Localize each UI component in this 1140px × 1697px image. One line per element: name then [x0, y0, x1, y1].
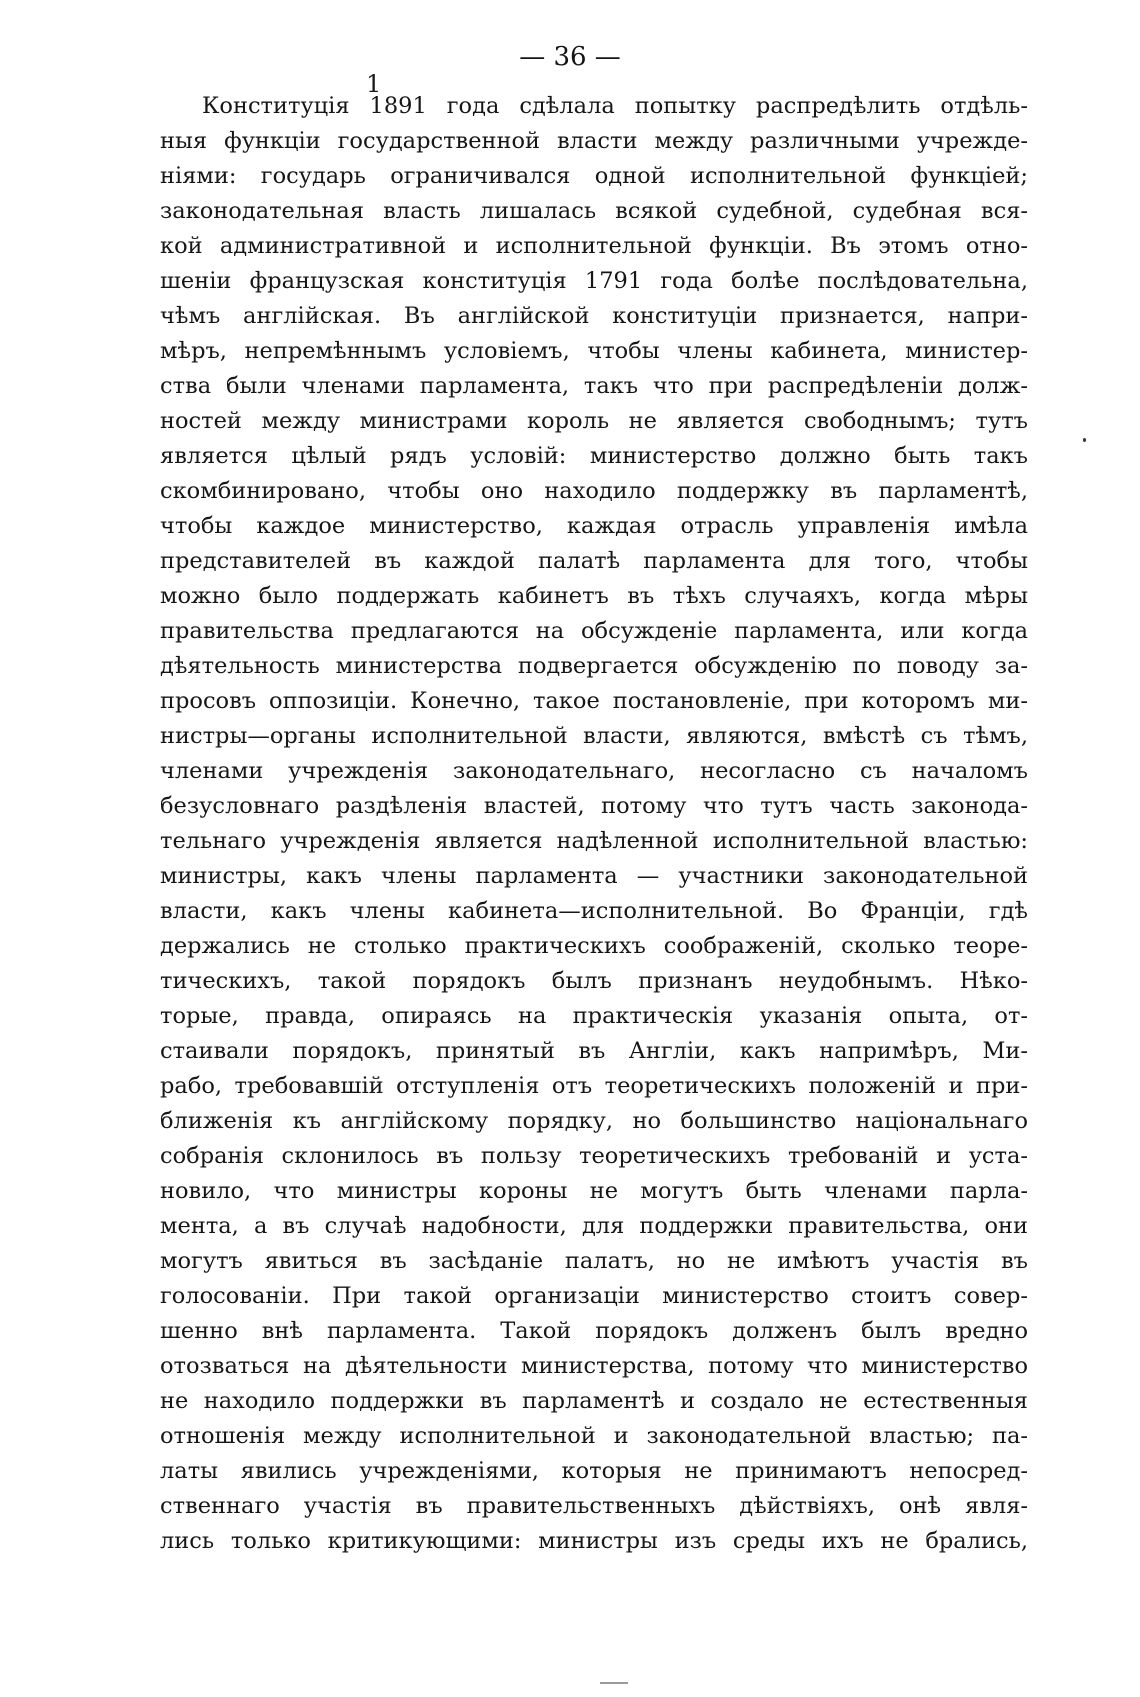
text-line: нистры—органы исполнительной власти, являются, вмѣстѣ съ тѣмъ, [160, 723, 1028, 749]
text-line: чтобы каждое министерство, каждая отрасль управленія имѣла [160, 513, 1028, 539]
text-line: кой административной и исполнительной функціи. Въ этомъ отно- [160, 233, 1028, 259]
text-line: голосованіи. При такой организаціи министерство стоитъ совер- [160, 1283, 1028, 1309]
text-line: законодательная власть лишалась всякой судебной, судебная вся- [160, 198, 1028, 224]
text-line: тельнаго учрежденія является надѣленной исполнительной властью: [160, 828, 1028, 854]
text-line: лись только критикующими: министры изъ среды ихъ не брались, [160, 1528, 1028, 1554]
text-line: ства были членами парламента, такъ что при распредѣленіи долж- [160, 373, 1028, 399]
text-line: ближенія къ англійскому порядку, но большинство національнаго [160, 1108, 1028, 1134]
text-line: рабо, требовавшій отступленія отъ теоретическихъ положеній и при- [160, 1073, 1028, 1099]
text-line: является цѣлый рядъ условій: министерство должно быть такъ [160, 443, 1028, 469]
text-line: мента, а въ случаѣ надобности, для поддержки правительства, они [160, 1213, 1028, 1239]
text-line: торые, правда, опираясь на практическія указанія опыта, от- [160, 1003, 1028, 1029]
text-line: безусловнаго раздѣленія властей, потому что тутъ часть законода- [160, 793, 1028, 819]
print-speck [1083, 438, 1086, 442]
text-line: отозваться на дѣятельности министерства, потому что министерство [160, 1353, 1028, 1379]
text-line: дѣятельность министерства подвергается обсужденію по поводу за- [160, 653, 1028, 679]
text-line: собранія склонилось въ пользу теоретическихъ требованій и уста- [160, 1143, 1028, 1169]
text-line: ныя функціи государственной власти между различными учрежде- [160, 128, 1028, 154]
text-line: стаивали порядокъ, принятый въ Англіи, какъ напримѣръ, Ми- [160, 1038, 1028, 1064]
text-line: просовъ оппозиціи. Конечно, такое постановленіе, при которомъ ми- [160, 688, 1028, 714]
text-line: ственнаго участія въ правительственныхъ дѣйствіяхъ, онѣ явля- [160, 1493, 1028, 1519]
text-line: власти, какъ члены кабинета—исполнительной. Во Франціи, гдѣ [160, 898, 1028, 924]
text-line: не находило поддержки въ парламентѣ и создало не естественныя [160, 1388, 1028, 1414]
text-line: министры, какъ члены парламента — участники законодательной [160, 863, 1028, 889]
text-line: членами учрежденія законодательнаго, несогласно съ началомъ [160, 758, 1028, 784]
text-line: Конституція 1891 года сдѣлала попытку распредѣлить отдѣль- [202, 93, 1028, 119]
margin-mark: 1 [366, 70, 382, 98]
page-number: — 36 — [519, 42, 621, 72]
text-line: чѣмъ англійская. Въ англійской конституціи признается, напри- [160, 303, 1028, 329]
text-line: можно было поддержать кабинетъ въ тѣхъ случаяхъ, когда мѣры [160, 583, 1028, 609]
body-text [160, 89, 1028, 1559]
text-line: шенно внѣ парламента. Такой порядокъ долженъ былъ вредно [160, 1318, 1028, 1344]
text-line: тическихъ, такой порядокъ былъ признанъ неудобнымъ. Нѣко- [160, 968, 1028, 994]
text-line: скомбинировано, чтобы оно находило поддержку въ парламентѣ, [160, 478, 1028, 504]
text-line: латы явились учрежденіями, которыя не принимаютъ непосред- [160, 1458, 1028, 1484]
text-line: шеніи французская конституція 1791 года болѣе послѣдовательна, [160, 268, 1028, 294]
text-line: представителей въ каждой палатѣ парламента для того, чтобы [160, 548, 1028, 574]
text-line: держались не столько практическихъ соображеній, сколько теоре- [160, 933, 1028, 959]
text-line: могутъ явиться въ засѣданіе палатъ, но не имѣютъ участія въ [160, 1248, 1028, 1274]
text-line: ностей между министрами король не является свободнымъ; тутъ [160, 408, 1028, 434]
text-line: ніями: государь ограничивался одной исполнительной функціей; [160, 163, 1028, 189]
text-line: мѣръ, непремѣннымъ условіемъ, чтобы члены кабинета, министер- [160, 338, 1028, 364]
text-line: правительства предлагаются на обсужденіе парламента, или когда [160, 618, 1028, 644]
bottom-rule [600, 1682, 628, 1684]
text-line: отношенія между исполнительной и законодательной властью; па- [160, 1423, 1028, 1449]
text-line: новило, что министры короны не могутъ быть членами парла- [160, 1178, 1028, 1204]
